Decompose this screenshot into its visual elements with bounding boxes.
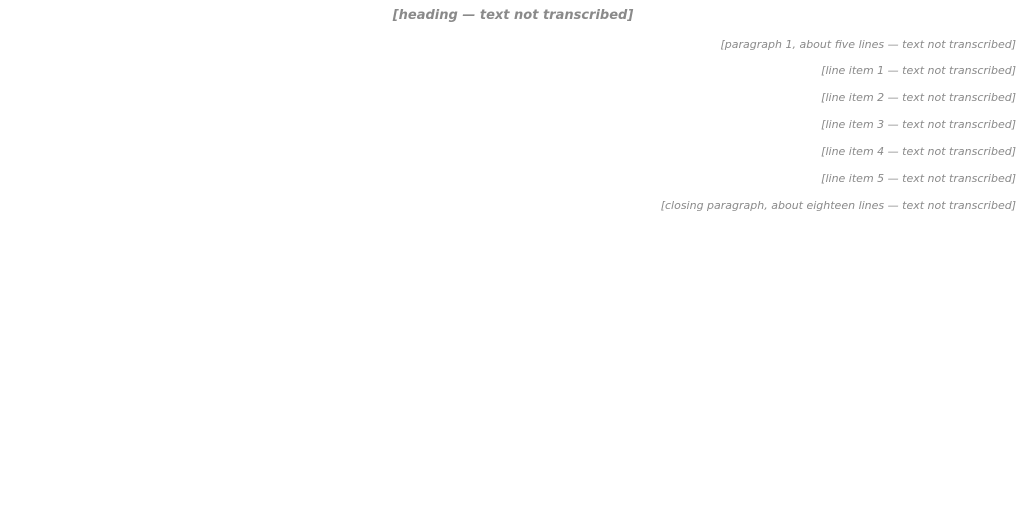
valuation-item-yard: [line item 4 — text not transcribed] — [821, 145, 1016, 158]
valuation-item-building: [line item 2 — text not transcribed] — [821, 91, 1016, 104]
valuation-item-land: [line item 1 — text not transcribed] — [821, 64, 1016, 77]
notice-title: [heading — text not transcribed] — [392, 8, 634, 23]
valuation-item-warehouse: [line item 3 — text not transcribed] — [821, 118, 1016, 131]
notice-intro-paragraph: [paragraph 1, about five lines — text not transcribed] — [720, 38, 1016, 51]
valuation-item-power-connection: [line item 5 — text not transcribed] — [821, 172, 1016, 185]
notice-terms-paragraph: [closing paragraph, about eighteen lines — text not transcribed] — [660, 199, 1016, 212]
